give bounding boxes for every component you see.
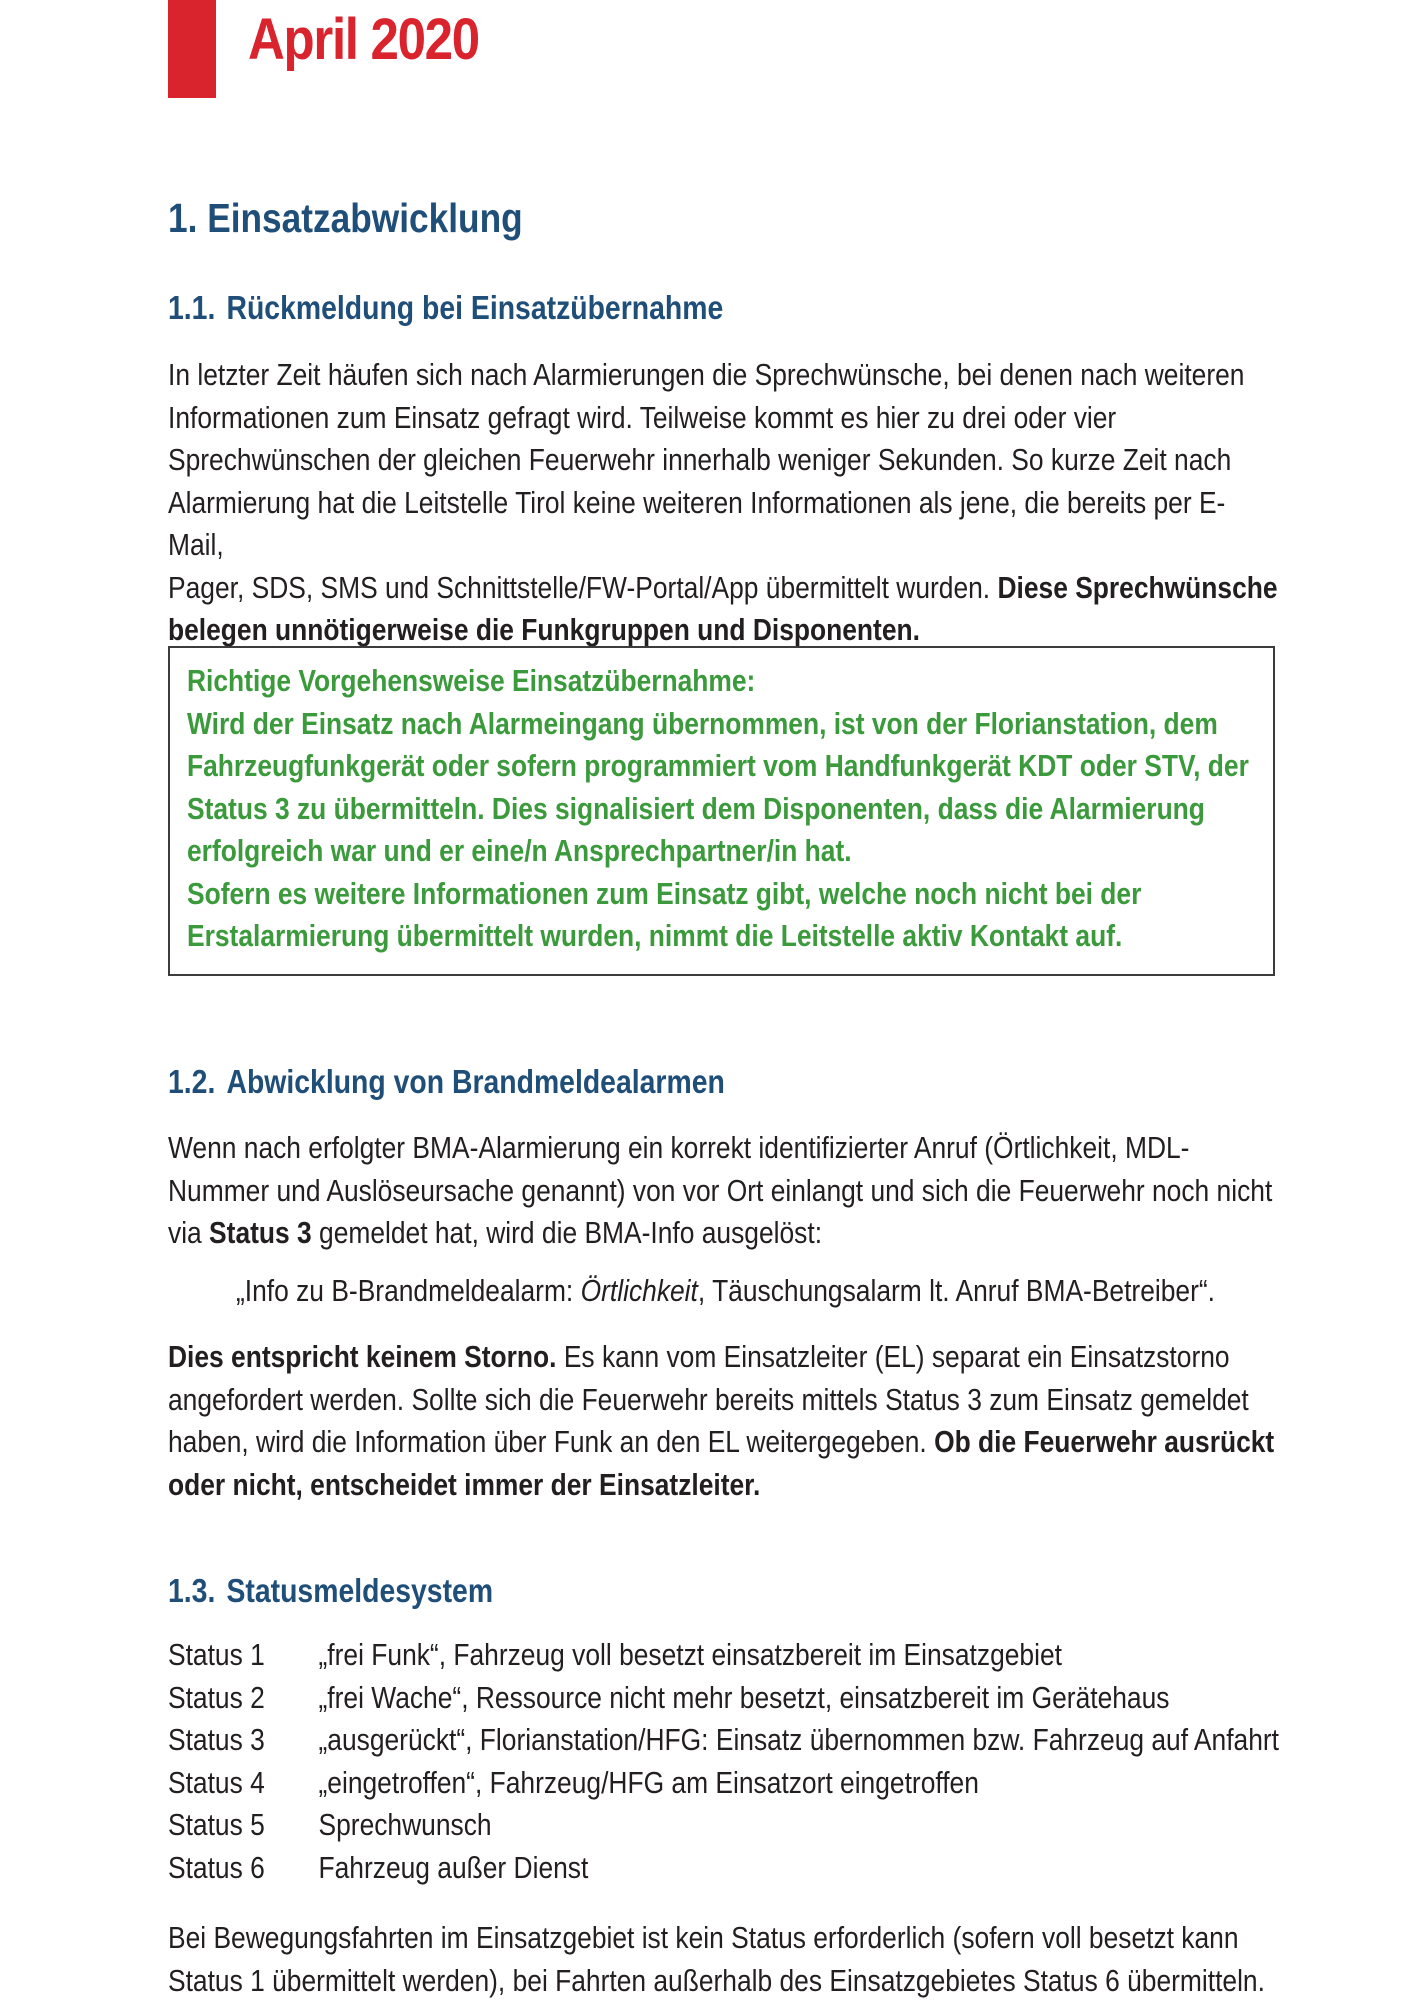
subsection-1-2-paragraph-2: Dies entspricht keinem Storno. Es kann vom Einsatzleiter (EL) separat ein Einsatzstorno angefordert werden. Sollte sich die Feuerwehr bereits mittels Status 3 zum Einsatz gemeldet haben, wird die Information über Funk an den EL weitergegeben. Ob die Feuerwehr ausrückt oder nicht, entscheidet immer der Einsatzleiter. xyxy=(168,1340,1275,1502)
status-row: Status 2 „frei Wache“, Ressource nicht mehr besetzt, einsatzbereit im Gerätehaus xyxy=(168,1680,1170,1715)
header-accent-bar xyxy=(168,0,216,98)
section-title: 1. Einsatzabwicklung xyxy=(168,195,523,241)
subsection-1-3-footer: Bei Bewegungsfahrten im Einsatzgebiet ist kein Status erforderlich (sofern voll besetzt kann Status 1 übermittelt werden), bei Fahrten außerhalb des Einsatzgebietes Status 6 übermitteln. xyxy=(168,1921,1265,1998)
status-row: Status 4 „eingetroffen“, Fahrzeug/HFG am Einsatzort eingetroffen xyxy=(168,1765,979,1800)
subsection-1-1-paragraph: In letzter Zeit häufen sich nach Alarmierungen die Sprechwünsche, bei denen nach weiteren Informationen zum Einsatz gefragt wird. Teilweise kommt es hier zu drei oder vier Sprechwünschen der gleichen Feuerwehr innerhalb weniger Sekunden. So kurze Zeit nach Alarmierung hat die Leitstelle Tirol keine weiteren Informationen als jene, die bereits per E-Mail, Pager, SDS, SMS und Schnittstelle/FW-Portal/App übermittelt wurden. Diese Sprechwünsche belegen unnötigerweise die Funkgruppen und Disponenten. xyxy=(168,358,1278,647)
procedure-callout-box xyxy=(168,646,1275,976)
status-row: Status 6 Fahrzeug außer Dienst xyxy=(168,1850,589,1885)
bma-info-quote: „Info zu B-Brandmeldealarm: Örtlichkeit, Täuschungsalarm lt. Anruf BMA-Betreiber“. xyxy=(236,1274,1216,1308)
status-row: Status 1 „frei Funk“, Fahrzeug voll besetzt einsatzbereit im Einsatzgebiet xyxy=(168,1638,1062,1672)
subsection-1-1-title: 1.1. Rückmeldung bei Einsatzübernahme xyxy=(168,289,724,326)
status-row: Status 5 Sprechwunsch xyxy=(168,1808,492,1842)
procedure-callout-text: Richtige Vorgehensweise Einsatzübernahme: Wird der Einsatz nach Alarmeingang übernommen, ist von der Florianstation, dem Fahrzeugfunkgerät oder sofern programmiert vom Handfunkgerät KDT oder STV, der Status 3 zu übermitteln. Dies signalisiert dem Disponenten, dass die Alarmierung erfolgreich war und er eine/n Ansprechpartner/in hat. Sofern es weitere Informationen zum Einsatz gibt, welche noch nicht bei der Erstalarmierung übermittelt wurden, nimmt die Leitstelle aktiv Kontakt auf. xyxy=(187,664,1249,953)
status-row: Status 3 „ausgerückt“, Florianstation/HFG: Einsatz übernommen bzw. Fahrzeug auf Anfahrt xyxy=(168,1723,1279,1757)
subsection-1-2-title: 1.2. Abwicklung von Brandmeldealarmen xyxy=(168,1063,725,1100)
subsection-1-2-paragraph-1: Wenn nach erfolgter BMA-Alarmierung ein korrekt identifizierter Anruf (Örtlichkeit, MDL- Nummer und Auslöseursache genannt) von vor Ort einlangt und sich die Feuerwehr noch nicht via Status 3 gemeldet hat, wird die BMA-Info ausgelöst: xyxy=(168,1131,1273,1250)
status-list xyxy=(168,1634,1414,1889)
subsection-1-3-title: 1.3. Statusmeldesystem xyxy=(168,1572,494,1609)
page-month-title: April 2020 xyxy=(248,7,479,72)
